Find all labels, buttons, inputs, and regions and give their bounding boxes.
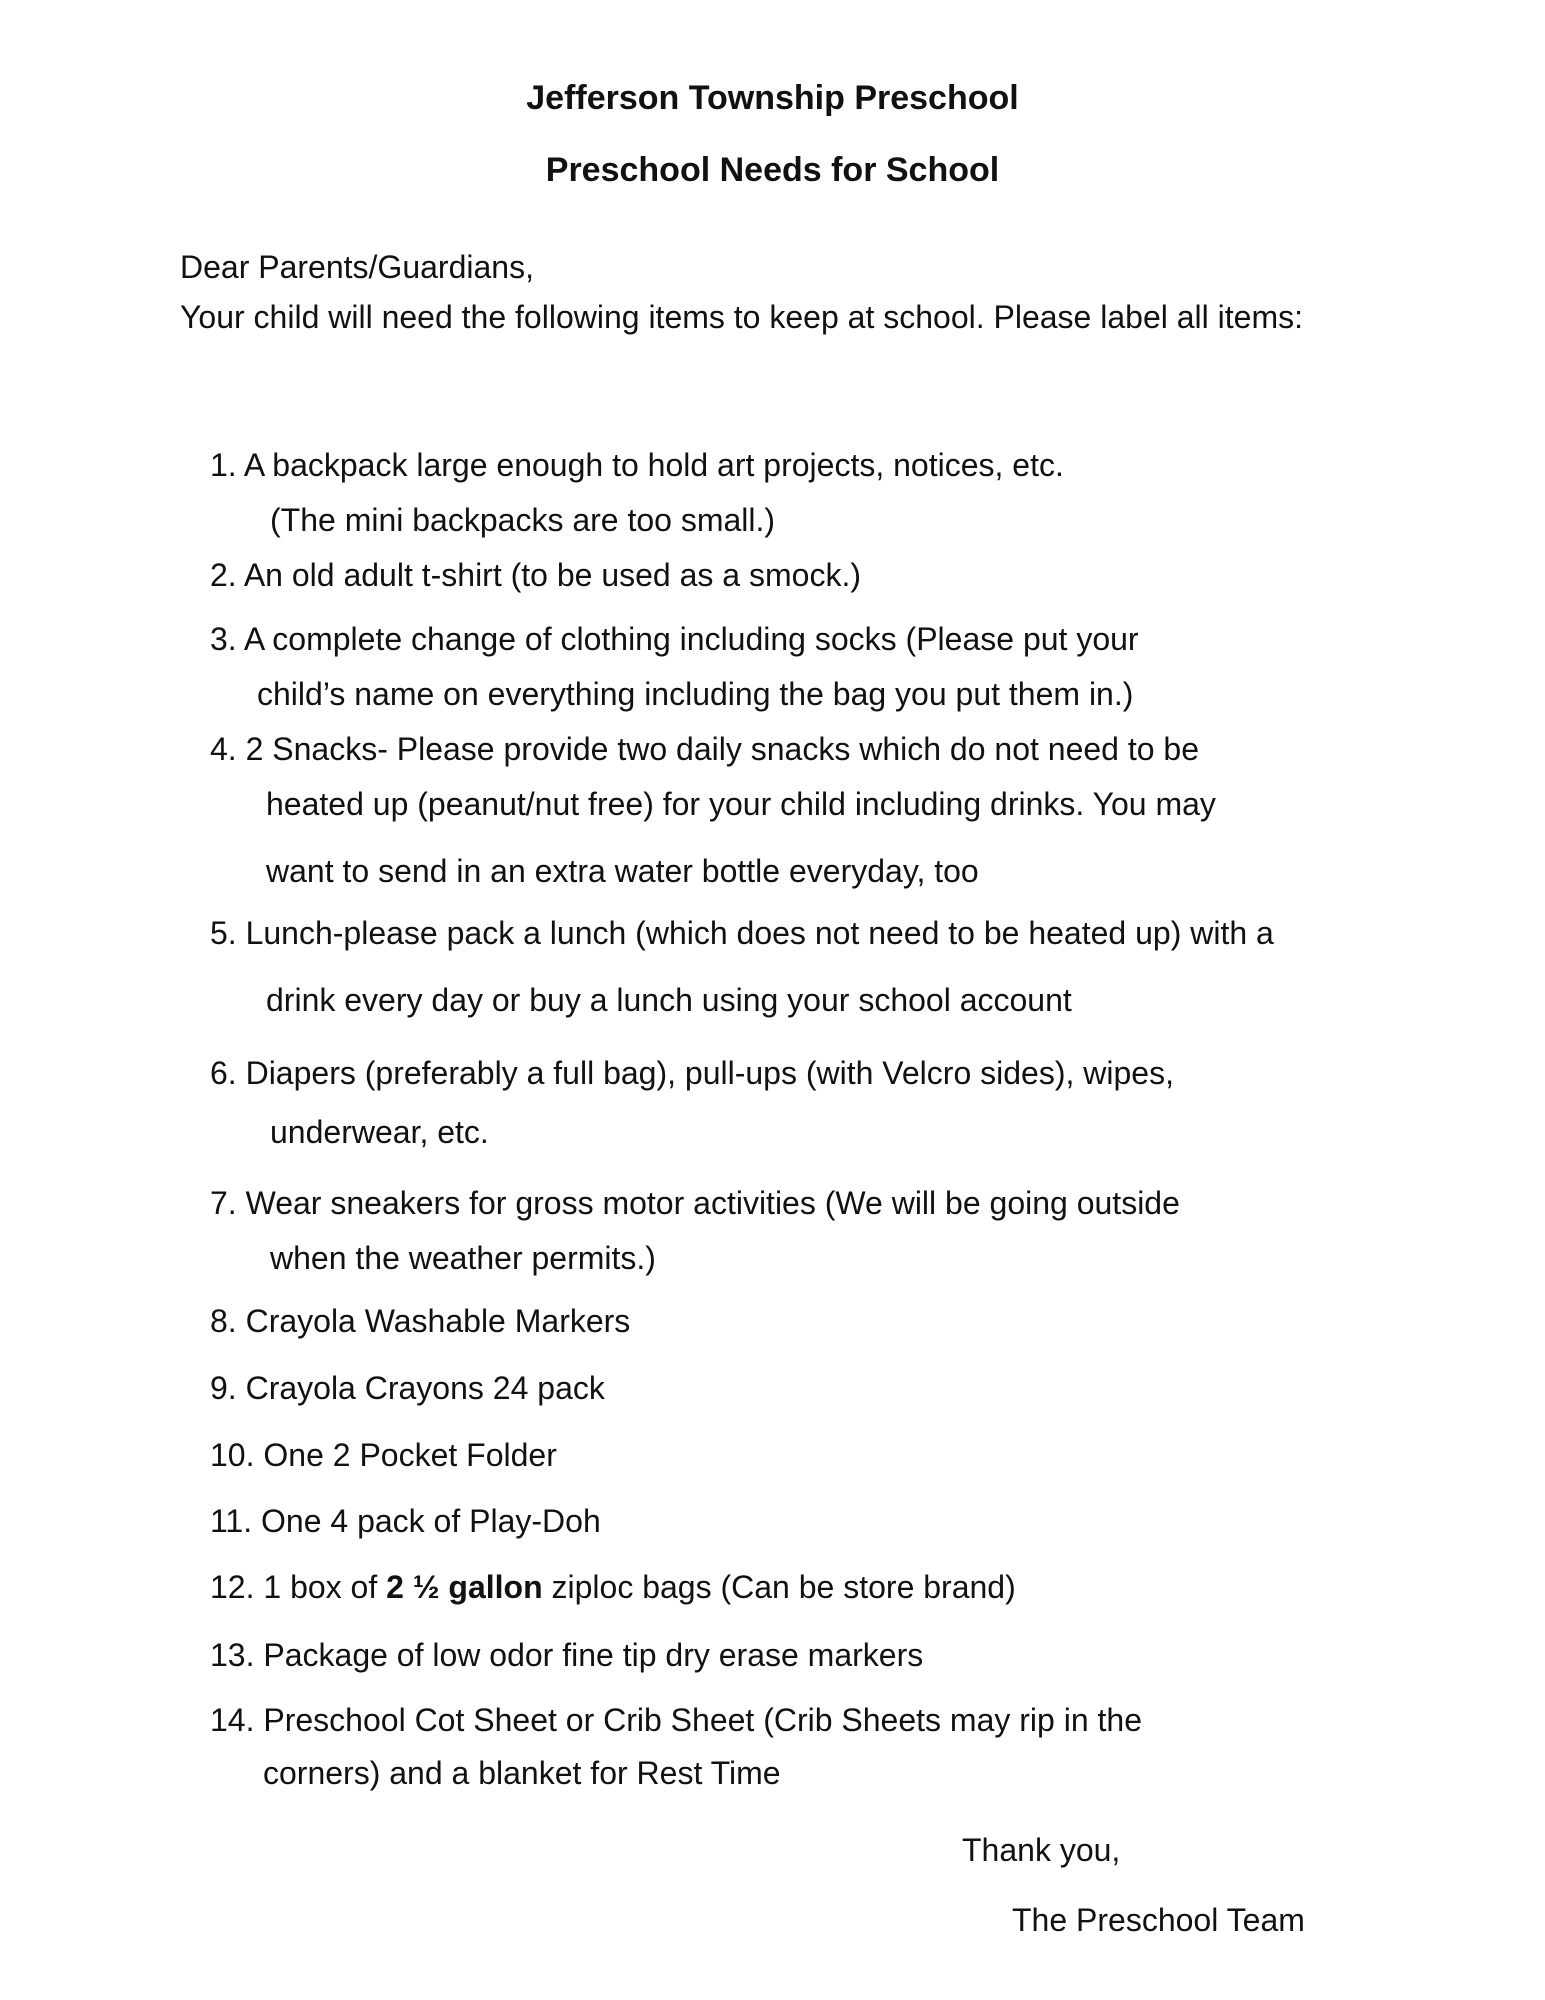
item-text-continued: want to send in an extra water bottle everyday, too (266, 853, 979, 889)
list-item (210, 438, 1370, 548)
item-text: Preschool Cot Sheet or Crib Sheet (Crib Sheets may rip in the (263, 1702, 1142, 1738)
list-item (210, 1560, 1370, 1615)
item-text: 2 Snacks- Please provide two daily snacks which do not need to be (245, 731, 1200, 767)
item-text: One 2 Pocket Folder (263, 1437, 557, 1473)
item-number: 9. (210, 1370, 237, 1406)
item-text-continued: underwear, etc. (270, 1114, 489, 1150)
item-text: Crayola Crayons 24 pack (245, 1370, 605, 1406)
item-text: Package of low odor fine tip dry erase markers (263, 1637, 924, 1673)
item-number: 5. (210, 915, 237, 951)
item-number: 3. (210, 621, 237, 657)
item-text: Lunch-please pack a lunch (which does not need to be heated up) with a (245, 915, 1274, 951)
list-item (210, 1494, 1370, 1549)
item-text-continued: heated up (peanut/nut free) for your child including drinks. You may (266, 786, 1216, 822)
item-text: An old adult t-shirt (to be used as a smock.) (243, 557, 861, 593)
item-text: A complete change of clothing including socks (Please put your (243, 621, 1139, 657)
item-text-continued: when the weather permits.) (270, 1240, 656, 1276)
item-text: Diapers (preferably a full bag), pull-ups (with Velcro sides), wipes, (245, 1055, 1174, 1091)
intro-paragraph: Your child will need the following items to keep at school. Please label all items: (180, 299, 1303, 335)
list-item (210, 1694, 1370, 1800)
list-item (210, 612, 1370, 722)
list-item (210, 906, 1370, 1028)
item-text-continued: (The mini backpacks are too small.) (270, 502, 776, 538)
item-text-continued: child’s name on everything including the bag you put them in.) (257, 676, 1134, 712)
item-number: 2. (210, 557, 237, 593)
item-text: Crayola Washable Markers (245, 1303, 631, 1339)
item-text: One 4 pack of Play-Doh (261, 1503, 601, 1539)
list-item (210, 1628, 1370, 1683)
list-item (210, 1294, 1370, 1349)
closing-thanks: Thank you, (962, 1832, 1121, 1868)
item-text: ziploc bags (Can be store brand) (542, 1569, 1016, 1605)
item-text-bold: 2 ½ gallon (386, 1569, 543, 1605)
item-text-continued: corners) and a blanket for Rest Time (263, 1755, 781, 1791)
school-name-heading: Jefferson Township Preschool (526, 79, 1019, 117)
item-number: 4. (210, 731, 237, 767)
item-number: 12. (210, 1569, 255, 1605)
item-number: 6. (210, 1055, 237, 1091)
page-title: Preschool Needs for School (545, 151, 1000, 189)
item-number: 14. (210, 1702, 255, 1738)
item-number: 7. (210, 1185, 237, 1221)
list-item (210, 722, 1370, 899)
list-item (210, 1428, 1370, 1483)
closing-signature: The Preschool Team (1012, 1902, 1305, 1938)
greeting: Dear Parents/Guardians, (180, 249, 534, 285)
item-number: 11. (210, 1503, 253, 1539)
item-number: 13. (210, 1637, 255, 1673)
item-number: 8. (210, 1303, 237, 1339)
item-text: A backpack large enough to hold art projects, notices, etc. (243, 447, 1064, 483)
item-number: 1. (210, 447, 237, 483)
item-text: Wear sneakers for gross motor activities (We will be going outside (245, 1185, 1180, 1221)
list-item (210, 1046, 1370, 1160)
list-item (210, 1176, 1370, 1286)
list-item (210, 548, 1370, 603)
item-number: 10. (210, 1437, 255, 1473)
list-item (210, 1361, 1370, 1416)
item-text: 1 box of (263, 1569, 387, 1605)
item-text-continued: drink every day or buy a lunch using your school account (266, 982, 1072, 1018)
